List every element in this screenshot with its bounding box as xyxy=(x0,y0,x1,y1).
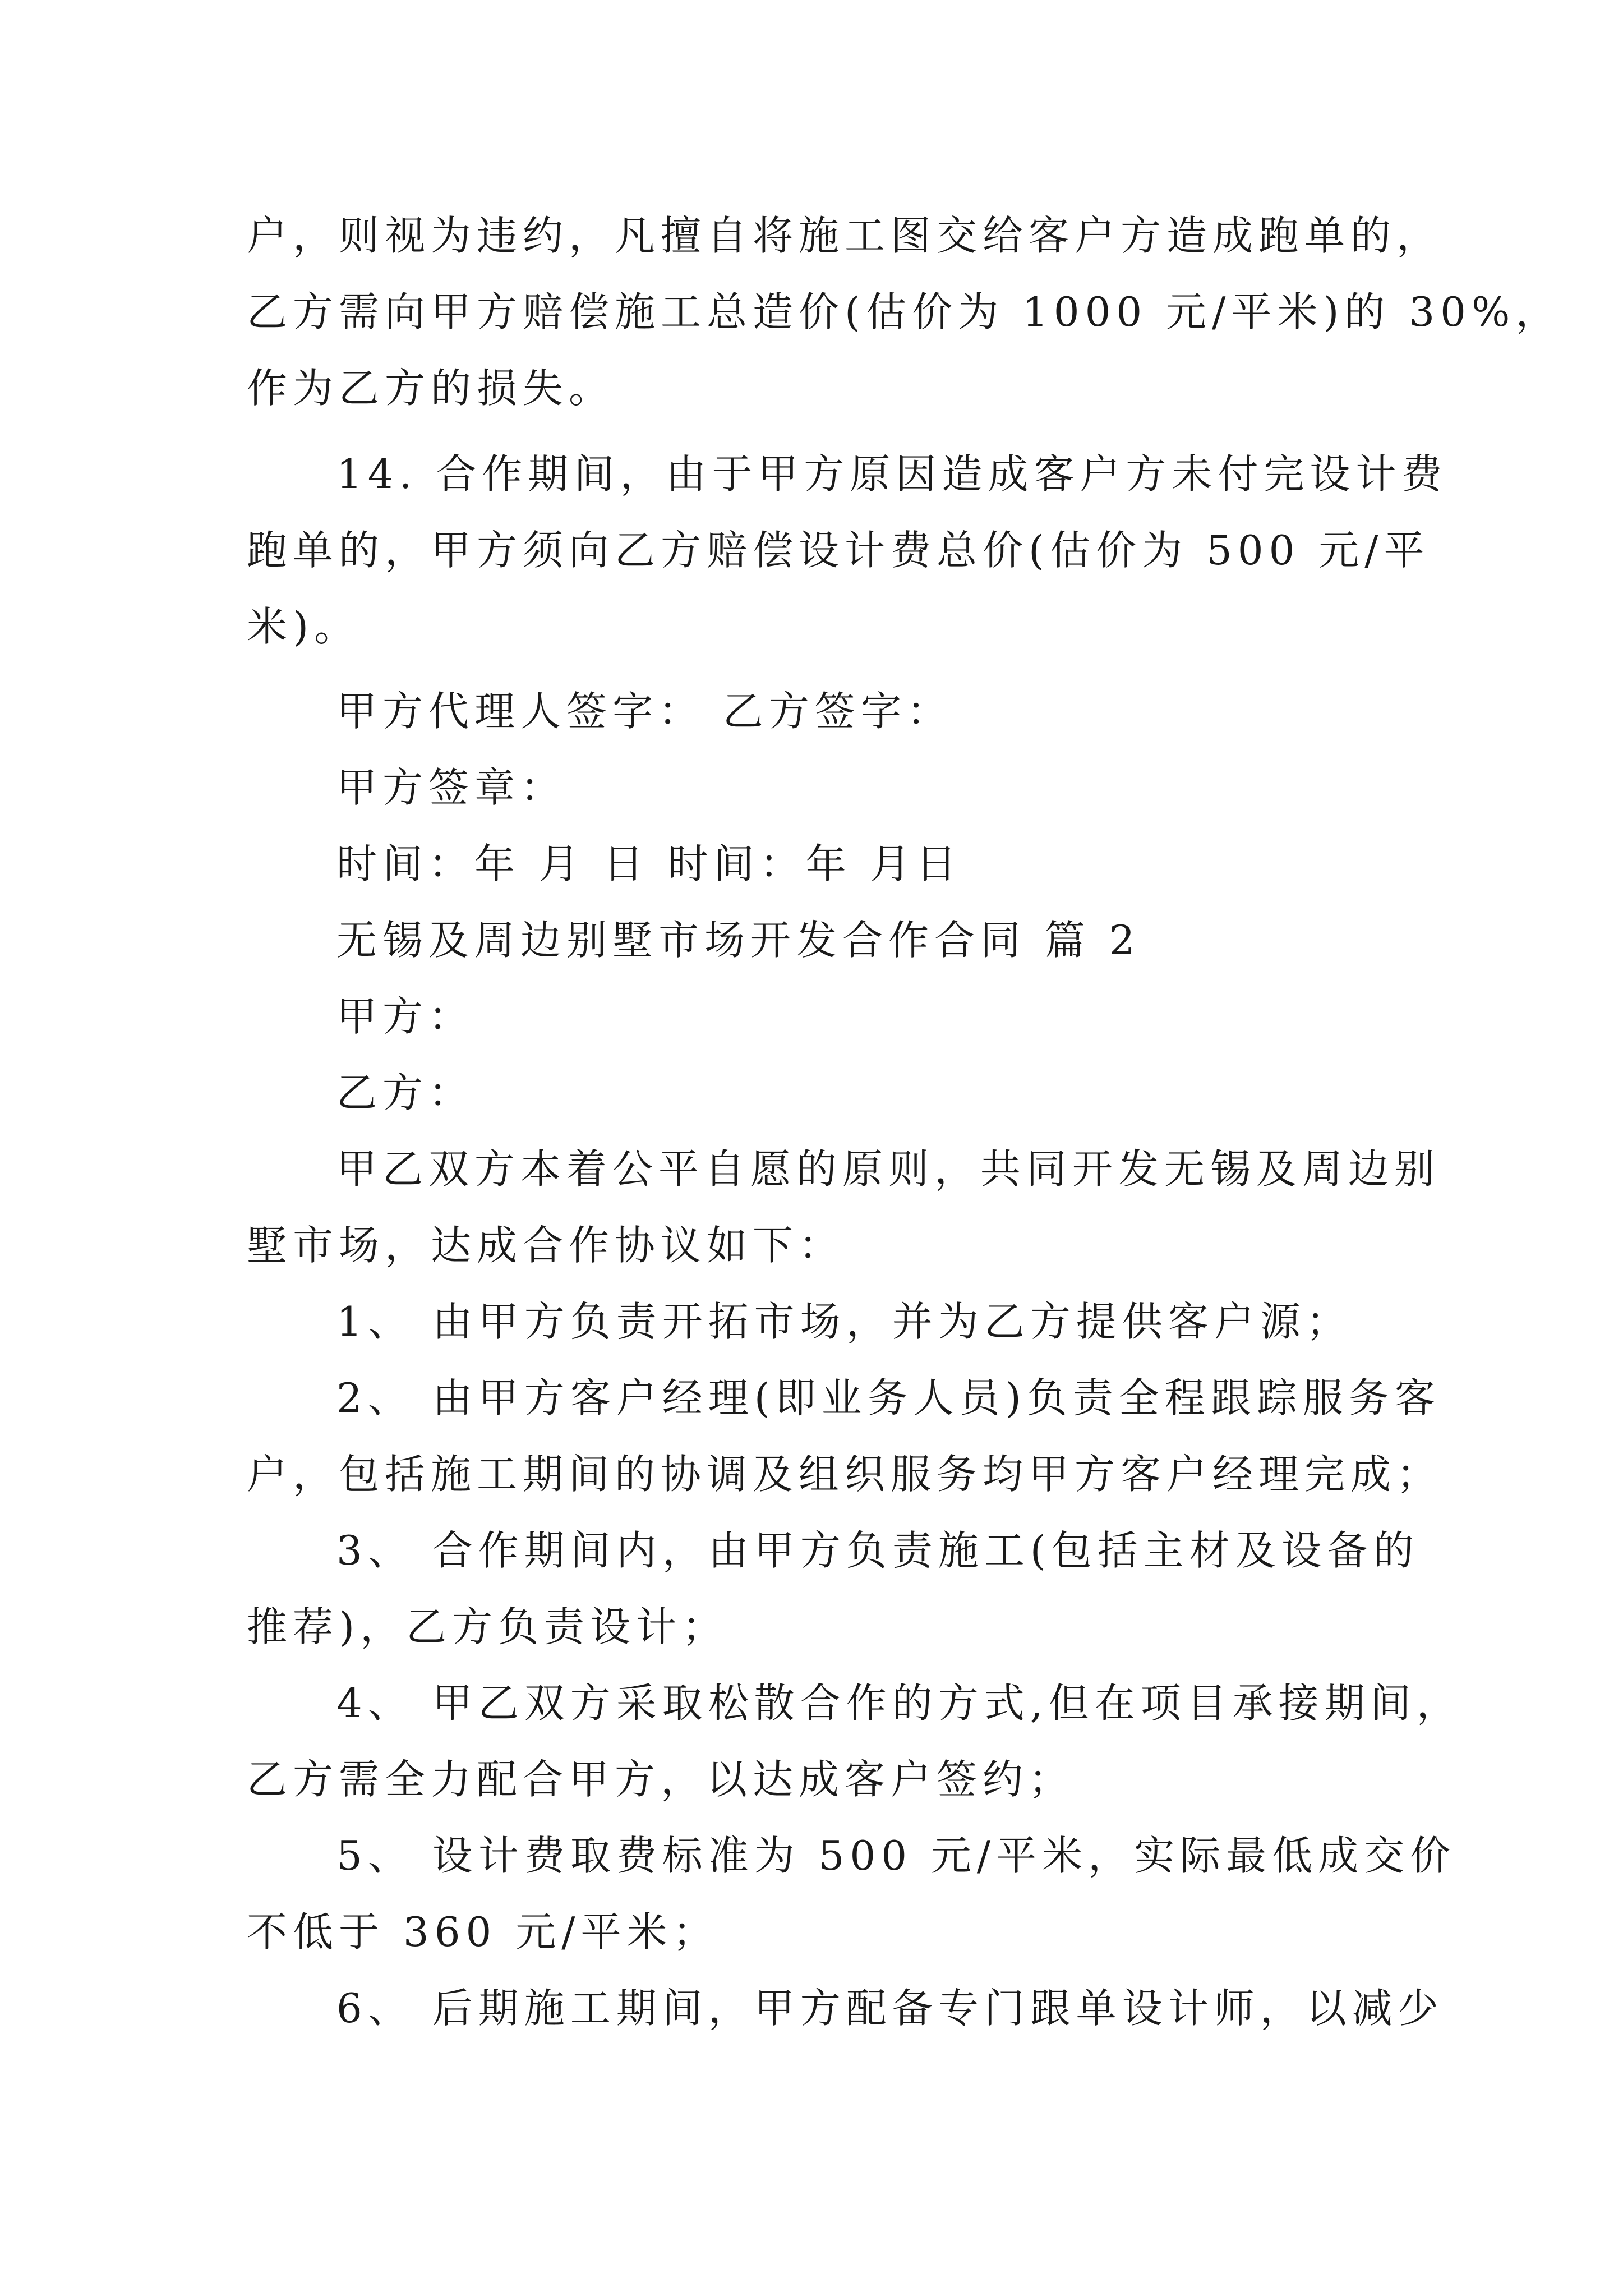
text-line: 推荐)，乙方负责设计； xyxy=(247,1603,728,1650)
party-a-line: 甲方： xyxy=(336,993,475,1040)
text-line: 户，包括施工期间的协调及组织服务均甲方客户经理完成； xyxy=(247,1451,1443,1498)
clause-item: 2、 由甲方客户经理(即业务人员)负责全程跟踪服务客 xyxy=(336,1374,1441,1421)
text-line: 不低于 360 元/平米； xyxy=(247,1908,719,1955)
text-line: 跑单的，甲方须向乙方赔偿设计费总价(估价为 500 元/平 xyxy=(247,527,1430,574)
text-line: 14. 合作期间，由于甲方原因造成客户方未付完设计费 xyxy=(336,450,1448,498)
party-b-line: 乙方： xyxy=(336,1069,475,1116)
text-line: 墅市场，达成合作协议如下： xyxy=(247,1222,845,1269)
text-line: 乙方需向甲方赔偿施工总造价(估价为 1000 元/平米)的 30%， xyxy=(247,288,1562,335)
text-line: 米)。 xyxy=(247,603,361,650)
date-line: 时间：年 月 日 时间：年 月日 xyxy=(336,840,962,887)
text-line: 乙方需全力配合甲方，以达成客户签约； xyxy=(247,1756,1075,1803)
clause-item: 6、 后期施工期间，甲方配备专门跟单设计师，以减少 xyxy=(336,1985,1444,2032)
text-line: 户，则视为违约，凡擅自将施工图交给客户方造成跑单的， xyxy=(247,212,1443,259)
signature-line: 甲方代理人签字： 乙方签字： xyxy=(336,688,953,735)
seal-line: 甲方签章： xyxy=(336,764,567,811)
clause-item: 5、 设计费取费标准为 500 元/平米，实际最低成交价 xyxy=(336,1832,1456,1879)
text-line: 作为乙方的损失。 xyxy=(247,365,615,412)
section-title: 无锡及周边别墅市场开发合作合同 篇 2 xyxy=(336,917,1141,964)
clause-item: 3、 合作期间内，由甲方负责施工(包括主材及设备的 xyxy=(336,1527,1419,1574)
clause-item: 1、 由甲方负责开拓市场，并为乙方提供客户源； xyxy=(336,1298,1352,1345)
text-line: 甲乙双方本着公平自愿的原则，共同开发无锡及周边别 xyxy=(336,1145,1441,1193)
clause-item: 4、 甲乙双方采取松散合作的方式,但在项目承接期间， xyxy=(336,1680,1463,1727)
